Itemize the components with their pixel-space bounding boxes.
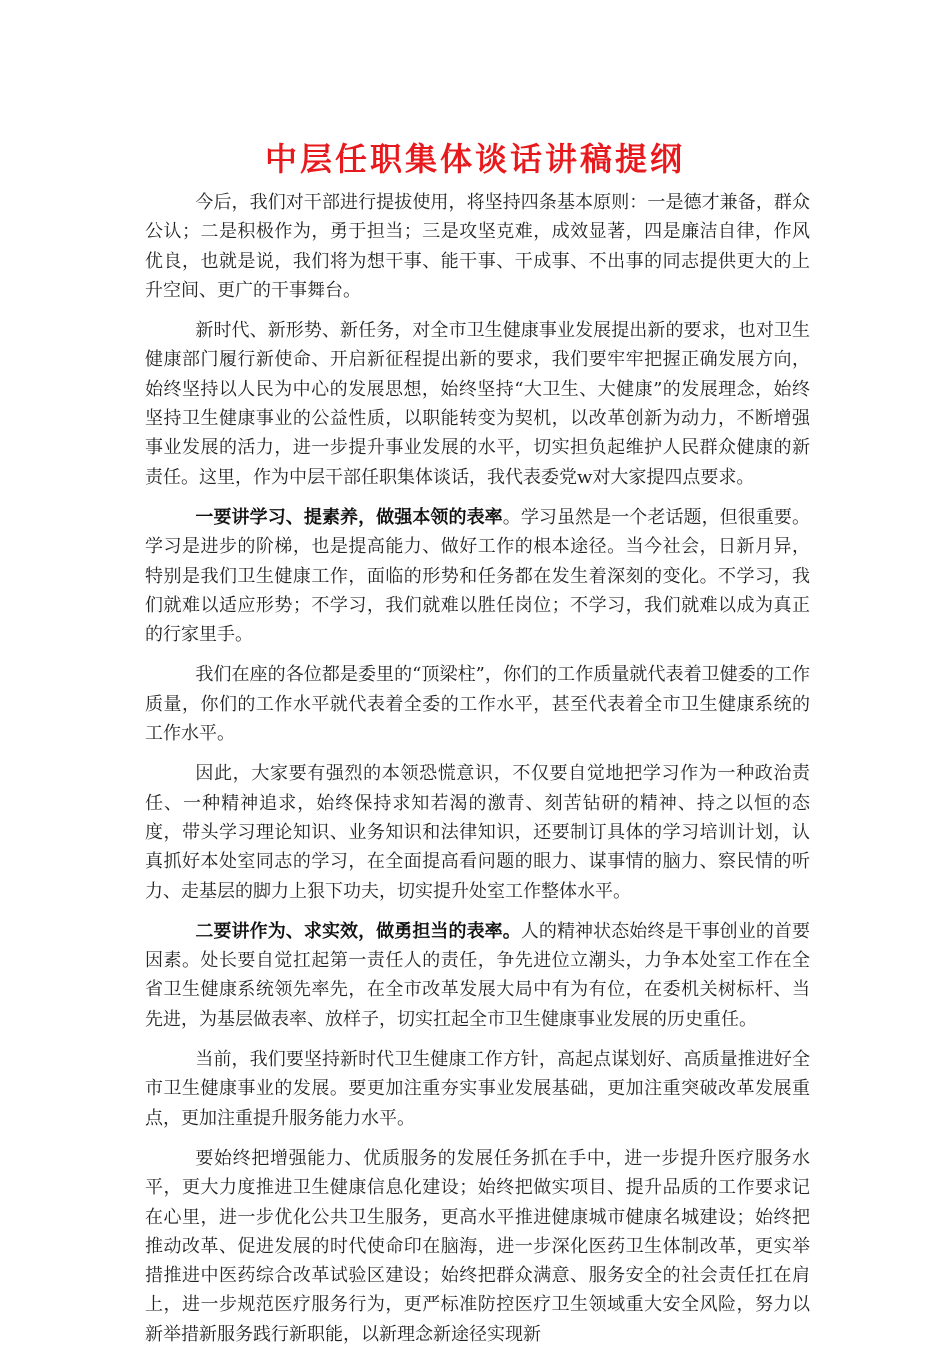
paragraph-4: [145, 660, 810, 748]
paragraph-text: 因此，大家要有强烈的本领恐慌意识，不仅要自觉地把学习作为一种政治责任、一种精神追求，始终保持求知若渴的激青、刻苦钻研的精神、持之以恒的态度，带头学习理论知识、业务知识和法律知识，还要制订具体的学习培训计划，认真抓好本处室同志的学习，在全面提高看问题的眼力、谋事情的脑力、察民情的听力、走基层的脚力上狠下功夫，切实提升处室工作整体水平。: [145, 763, 810, 902]
paragraph-3: [145, 503, 810, 649]
paragraph-text: 人的精神状态始终是干事创业的首要因素。处长要自觉扛起第一责任人的责任，争先进位立潮头，力争本处室工作在全省卫生健康系统领先率先，在全市改革发展大局中有为有位，在委机关树标杆、当先进，为基层做表率、放样子，切实扛起全市卫生健康事业发展的历史重任。: [145, 920, 810, 1030]
paragraph-2: [145, 316, 810, 492]
paragraph-lead: 一要讲学习、提素养，做强本领的表率: [195, 506, 503, 528]
paragraph-text: 新时代、新形势、新任务，对全市卫生健康事业发展提出新的要求，也对卫生健康部门履行新使命、开启新征程提出新的要求，我们要牢牢把握正确发展方向，始终坚持以人民为中心的发展思想，始终坚持“大卫生、大健康”的发展理念，始终坚持卫生健康事业的公益性质，以职能转变为契机，以改革创新为动力，不断增强事业发展的活力，进一步提升事业发展的水平，切实担负起维护人民群众健康的新责任。这里，作为中层干部任职集体谈话，我代表委党w对大家提四点要求。: [145, 320, 810, 488]
paragraph-text: 要始终把增强能力、优质服务的发展任务抓在手中，进一步提升医疗服务水平，更大力度推进卫生健康信息化建设；始终把做实项目、提升品质的工作要求记在心里，进一步优化公共卫生服务，更高水平推进健康城市健康名城建设；始终把推动改革、促进发展的时代使命印在脑海，进一步深化医药卫生体制改革，更实举措推进中医药综合改革试验区建设；始终把群众满意、服务安全的社会责任扛在肩上，进一步规范医疗服务行为，更严标准防控医疗卫生领域重大安全风险，努力以新举措新服务践行新职能，以新理念新途径实现新: [145, 1147, 810, 1345]
paragraph-8: [145, 1144, 810, 1349]
paragraph-text: 。学习虽然是一个老话题，但很重要。学习是进步的阶梯，也是提高能力、做好工作的根本途径。当今社会，日新月异，特别是我们卫生健康工作，面临的形势和任务都在发生着深刻的变化。不学习，我们就难以适应形势；不学习，我们就难以胜任岗位；不学习，我们就难以成为真正的行家里手。: [145, 506, 810, 646]
paragraph-5: [145, 759, 810, 905]
document-body: [145, 188, 810, 1360]
paragraph-text: 我们在座的各位都是委里的“顶梁柱”，你们的工作质量就代表着卫健委的工作质量，你们的工作水平就代表着全委的工作水平，甚至代表着全市卫生健康系统的工作水平。: [145, 664, 810, 745]
paragraph-7: [145, 1045, 810, 1133]
document-title: 中层任职集体谈话讲稿提纲: [264, 140, 685, 178]
paragraph-text: 今后，我们对干部进行提拔使用，将坚持四条基本原则：一是德才兼备，群众公认；二是积极作为，勇于担当；三是攻坚克难，成效显著，四是廉洁自律，作风优良，也就是说，我们将为想干事、能干事、干成事、不出事的同志提供更大的上升空间、更广的干事舞台。: [145, 192, 810, 301]
paragraph-6: [145, 917, 810, 1034]
paragraph-text: 当前，我们要坚持新时代卫生健康工作方针，高起点谋划好、高质量推进好全市卫生健康事业的发展。要更加注重夯实事业发展基础，更加注重突破改革发展重点，更加注重提升服务能力水平。: [145, 1049, 810, 1129]
paragraph-lead: 二要讲作为、求实效，做勇担当的表率。: [195, 920, 521, 942]
paragraph-1: [145, 188, 810, 305]
